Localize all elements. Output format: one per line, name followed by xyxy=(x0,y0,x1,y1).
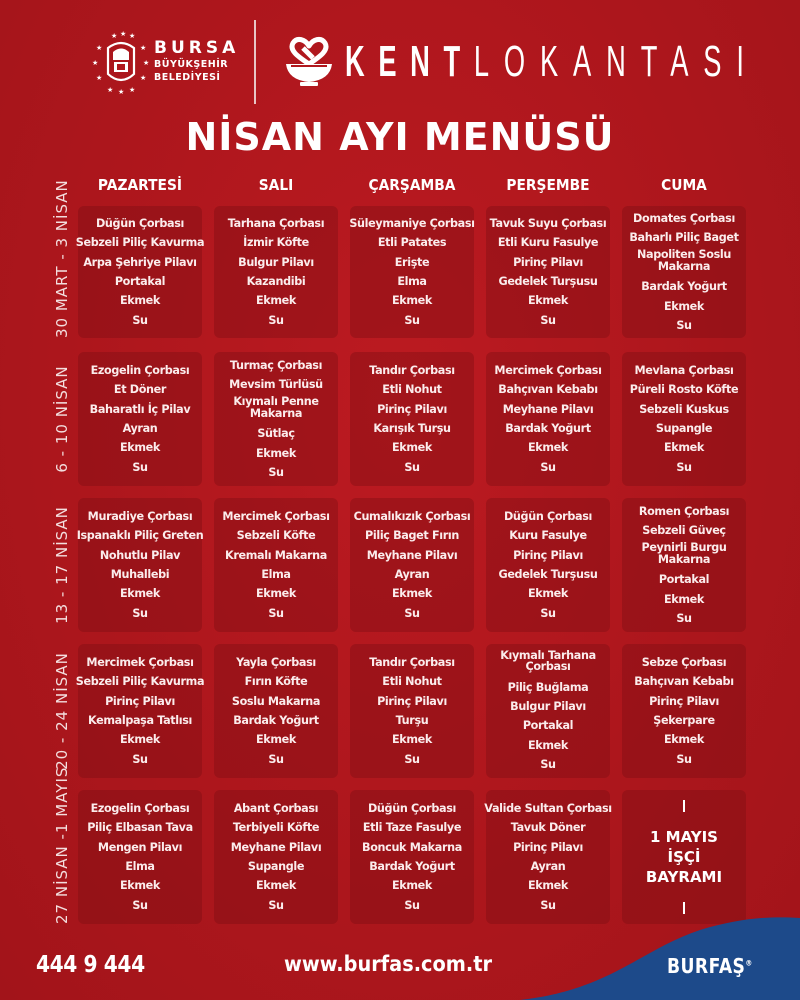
menu-item: Ekmek xyxy=(663,441,705,455)
menu-item: Sebzeli Güveç xyxy=(642,524,726,538)
menu-item: Gedelek Turşusu xyxy=(498,568,598,581)
menu-item: Meyhane Pilavı xyxy=(230,840,322,854)
menu-item: Supangle xyxy=(247,860,305,873)
menu-item: Düğün Çorbası xyxy=(96,217,184,231)
menu-item: Et Döner xyxy=(113,383,167,397)
menu-item: Romen Çorbası xyxy=(638,504,730,518)
menu-item: Ekmek xyxy=(255,446,297,460)
menu-item: Ekmek xyxy=(255,733,297,747)
menu-item: Pirinç Pilavı xyxy=(513,840,583,854)
week-label: 27 NİSAN -1 MAYIS xyxy=(53,766,71,924)
menu-item: Ekmek xyxy=(119,879,161,893)
menu-item: Yayla Çorbası xyxy=(236,656,316,670)
menu-item: Meyhane Pilavı xyxy=(366,548,458,562)
menu-item: Ekmek xyxy=(527,879,569,893)
menu-card xyxy=(486,498,610,632)
menu-item: Püreli Rosto Köfte xyxy=(629,383,739,397)
menu-item: Su xyxy=(676,752,692,766)
menu-item: Su xyxy=(676,318,692,332)
menu-item: Su xyxy=(404,460,420,474)
menu-item: Piliç Buğlama xyxy=(507,680,589,694)
menu-item: Sebze Çorbası xyxy=(641,656,727,670)
menu-item: Kemalpaşa Tatlısı xyxy=(87,714,193,727)
page-title: NİSAN AYI MENÜSÜ xyxy=(185,115,615,159)
menu-item: Elma xyxy=(261,568,291,581)
menu-item: Ekmek xyxy=(663,592,705,606)
menu-item: Su xyxy=(132,606,148,620)
municipality-line2: BÜYÜKŞEHİR xyxy=(154,59,229,70)
menu-item: Mevsim Türlüsü xyxy=(229,378,323,392)
menu-item: Su xyxy=(268,898,284,912)
day-header-friday: CUMA xyxy=(661,176,707,194)
menu-item: Tavuk Suyu Çorbası xyxy=(489,217,607,231)
menu-item: Mevlana Çorbası xyxy=(634,364,734,378)
menu-item: Ekmek xyxy=(663,299,705,313)
menu-card xyxy=(214,644,338,778)
menu-item: Arpa Şehriye Pilavı xyxy=(83,255,197,269)
burfas-logo xyxy=(667,954,753,978)
menu-item: Sebzeli Piliç Kavurma xyxy=(75,236,205,250)
svg-text:★: ★ xyxy=(143,60,150,67)
menu-item: Pirinç Pilavı xyxy=(649,694,719,708)
heart-bowl-icon xyxy=(283,36,335,88)
menu-item: Şekerpare xyxy=(653,714,715,727)
menu-item: Abant Çorbası xyxy=(233,802,319,816)
menu-item: Su xyxy=(540,313,556,327)
menu-item: Soslu Makarna xyxy=(231,694,321,708)
registered-mark: ® xyxy=(745,958,753,968)
menu-card xyxy=(622,498,746,632)
day-header-thursday: PERŞEMBE xyxy=(506,176,590,194)
menu-item: Tandır Çorbası xyxy=(369,364,455,378)
menu-item: Ekmek xyxy=(255,879,297,893)
menu-item: Su xyxy=(268,752,284,766)
menu-item: Ekmek xyxy=(119,294,161,308)
svg-text:★: ★ xyxy=(129,33,136,40)
menu-item: Su xyxy=(404,606,420,620)
menu-card xyxy=(486,644,610,778)
menu-item: Ezogelin Çorbası xyxy=(90,364,190,378)
menu-item: Ekmek xyxy=(391,587,433,601)
menu-card xyxy=(214,498,338,632)
menu-item: Bahçıvan Kebabı xyxy=(634,675,734,689)
footer-wave xyxy=(0,900,800,1000)
menu-item: Elma xyxy=(397,275,427,288)
week-label: 20 - 24 NİSAN xyxy=(53,652,71,770)
restaurant-name-light: LOKANTASI xyxy=(473,37,759,86)
menu-item: Su xyxy=(540,460,556,474)
menu-item: Su xyxy=(268,606,284,620)
municipality-line3: BELEDİYESİ xyxy=(154,71,221,83)
menu-item: Meyhane Pilavı xyxy=(502,402,594,416)
menu-item: Su xyxy=(132,898,148,912)
menu-card xyxy=(350,644,474,778)
menu-card xyxy=(622,644,746,778)
menu-item: Kıymalı Penne Makarna xyxy=(233,395,319,420)
menu-item: Su xyxy=(540,757,556,771)
menu-item: Ekmek xyxy=(255,587,297,601)
svg-text:★: ★ xyxy=(96,75,103,82)
menu-item: Bulgur Pilavı xyxy=(510,700,586,714)
restaurant-name-bold: KENT xyxy=(345,37,474,86)
menu-item: Düğün Çorbası xyxy=(368,802,456,816)
menu-item: Pirinç Pilavı xyxy=(377,402,447,416)
menu-card xyxy=(350,206,474,338)
menu-item: Baharlı Piliç Baget xyxy=(629,231,739,245)
menu-item: Su xyxy=(404,898,420,912)
menu-item: Ekmek xyxy=(119,441,161,455)
menu-item: Erişte xyxy=(394,255,430,269)
menu-item: Ekmek xyxy=(391,879,433,893)
menu-item: Pirinç Pilavı xyxy=(377,694,447,708)
menu-item: Ekmek xyxy=(663,733,705,747)
menu-item: Ayran xyxy=(394,568,430,581)
menu-item: Su xyxy=(404,313,420,327)
menu-item: Sebzeli Kuskus xyxy=(639,402,729,416)
bursa-municipality-logo xyxy=(92,30,242,94)
menu-item: Su xyxy=(676,460,692,474)
menu-item: Ekmek xyxy=(391,294,433,308)
holiday-text: 1 MAYIS xyxy=(649,828,718,846)
svg-text:★: ★ xyxy=(107,87,114,94)
menu-item: Ekmek xyxy=(527,738,569,752)
menu-item: Sebzeli Köfte xyxy=(236,529,316,543)
menu-card xyxy=(78,352,202,486)
menu-item: Portakal xyxy=(522,719,574,733)
menu-item: Muradiye Çorbası xyxy=(87,510,193,524)
menu-item: Su xyxy=(268,313,284,327)
menu-item: Mercimek Çorbası xyxy=(222,510,330,524)
divider-bar xyxy=(683,800,685,812)
svg-text:★: ★ xyxy=(118,89,125,94)
menu-card xyxy=(75,644,205,778)
menu-item: Piliç Elbasan Tava xyxy=(87,821,193,835)
menu-item: Nohutlu Pilav xyxy=(99,548,181,562)
menu-item: Supangle xyxy=(655,422,713,435)
menu-item: Ekmek xyxy=(391,441,433,455)
menu-item: Su xyxy=(132,313,148,327)
svg-text:★: ★ xyxy=(140,45,147,52)
menu-item: Ekmek xyxy=(119,587,161,601)
menu-item: Etli Nohut xyxy=(382,383,442,397)
menu-item: Su xyxy=(268,465,284,479)
menu-card xyxy=(486,352,610,486)
menu-item: Turmaç Çorbası xyxy=(229,358,323,372)
menu-item: Bahçıvan Kebabı xyxy=(498,383,598,397)
menu-item: Karışık Turşu xyxy=(373,422,451,435)
week-label: 6 - 10 NİSAN xyxy=(53,365,71,473)
menu-item: Süleymaniye Çorbası xyxy=(349,217,475,231)
svg-text:★: ★ xyxy=(120,31,127,38)
menu-item: Etli Taze Fasulye xyxy=(362,821,462,835)
menu-item: İzmir Köfte xyxy=(243,236,309,250)
menu-item: Bardak Yoğurt xyxy=(369,860,455,873)
menu-item: Ayran xyxy=(530,860,566,873)
menu-item: Pirinç Pilavı xyxy=(105,694,175,708)
menu-item: Su xyxy=(132,460,148,474)
week-label: 30 MART - 3 NİSAN xyxy=(53,179,71,338)
menu-item: Mercimek Çorbası xyxy=(86,656,194,670)
menu-item: Muhallebi xyxy=(110,568,170,581)
menu-item: Ezogelin Çorbası xyxy=(90,802,190,816)
menu-item: Su xyxy=(132,752,148,766)
kent-lokantasi-logo xyxy=(283,36,759,88)
menu-item: Etli Nohut xyxy=(382,675,442,689)
menu-item: Peynirli Burgu Makarna xyxy=(641,541,727,566)
menu-item: Turşu xyxy=(395,714,429,727)
menu-item: Bardak Yoğurt xyxy=(505,422,591,435)
holiday-text: BAYRAMI xyxy=(645,868,723,886)
menu-item: Etli Patates xyxy=(377,236,447,250)
menu-item: Kremalı Makarna xyxy=(225,548,327,562)
website-link[interactable]: www.burfas.com.tr xyxy=(284,952,493,976)
menu-item: Bardak Yoğurt xyxy=(641,280,727,294)
svg-text:★: ★ xyxy=(96,45,103,52)
menu-card xyxy=(350,498,474,632)
svg-text:★: ★ xyxy=(111,33,118,40)
menu-item: Bardak Yoğurt xyxy=(233,714,319,727)
menu-item: Bulgur Pilavı xyxy=(238,255,314,269)
menu-item: Ekmek xyxy=(527,587,569,601)
menu-item: Ispanaklı Piliç Greten xyxy=(76,529,204,543)
municipality-emblem-icon xyxy=(92,30,150,94)
brand-name: BURFAŞ xyxy=(667,954,746,978)
menu-item: Mercimek Çorbası xyxy=(494,364,602,378)
menu-item: Boncuk Makarna xyxy=(362,840,462,854)
menu-item: Ekmek xyxy=(119,733,161,747)
header xyxy=(0,0,800,110)
menu-item: Kuru Fasulye xyxy=(509,529,587,543)
svg-text:★: ★ xyxy=(140,75,147,82)
menu-item: Düğün Çorbası xyxy=(504,510,592,524)
menu-card xyxy=(622,352,746,486)
menu-item: Portakal xyxy=(658,573,710,587)
menu-item: Portakal xyxy=(114,275,166,288)
menu-item: Ekmek xyxy=(527,441,569,455)
menu-card xyxy=(350,352,474,486)
municipality-name: BURSA xyxy=(154,38,240,58)
phone-number[interactable]: 444 9 444 xyxy=(36,952,145,978)
menu-item: Tandır Çorbası xyxy=(369,656,455,670)
menu-item: Fırın Köfte xyxy=(244,675,308,689)
menu-item: Sebzeli Piliç Kavurma xyxy=(75,675,205,689)
week-label: 13 - 17 NİSAN xyxy=(53,506,71,624)
menu-item: Ayran xyxy=(122,422,158,435)
menu-item: Napoliten Soslu Makarna xyxy=(636,248,732,273)
day-header-tuesday: SALI xyxy=(258,176,294,194)
day-header-monday: PAZARTESİ xyxy=(97,176,183,194)
menu-item: Valide Sultan Çorbası xyxy=(484,802,612,816)
menu-card xyxy=(214,352,338,486)
menu-item: Tarhana Çorbası xyxy=(227,217,325,231)
day-header-wednesday: ÇARŞAMBA xyxy=(368,176,456,194)
menu-card xyxy=(75,206,205,338)
menu-item: Tavuk Döner xyxy=(510,821,586,835)
menu-card xyxy=(78,498,202,632)
menu-item: Terbiyeli Köfte xyxy=(232,821,320,835)
svg-text:★: ★ xyxy=(129,87,136,94)
menu-item: Domates Çorbası xyxy=(633,211,735,225)
menu-item: Baharatlı İç Pilav xyxy=(89,402,191,416)
menu-item: Mengen Pilavı xyxy=(97,840,183,854)
menu-item: Ekmek xyxy=(527,294,569,308)
menu-item: Su xyxy=(404,752,420,766)
menu-item: Kazandibi xyxy=(246,275,306,288)
menu-item: Ekmek xyxy=(391,733,433,747)
menu-item: Su xyxy=(540,606,556,620)
menu-item: Cumalıkızık Çorbası xyxy=(353,510,471,524)
menu-card xyxy=(214,206,338,338)
menu-item: Piliç Baget Fırın xyxy=(365,529,459,543)
menu-item: Ekmek xyxy=(255,294,297,308)
menu-card xyxy=(622,206,746,338)
menu-item: Gedelek Turşusu xyxy=(498,275,598,288)
menu-card xyxy=(486,206,610,338)
menu-item: Elma xyxy=(125,860,155,873)
menu-item: Pirinç Pilavı xyxy=(513,255,583,269)
holiday-text: İŞÇİ xyxy=(667,848,701,866)
menu-item: Su xyxy=(676,611,692,625)
header-divider xyxy=(254,20,256,104)
menu-item: Pirinç Pilavı xyxy=(513,548,583,562)
menu-item: Sütlaç xyxy=(257,427,295,441)
svg-text:★: ★ xyxy=(92,60,99,67)
menu-item: Su xyxy=(540,898,556,912)
menu-item: Etli Kuru Fasulye xyxy=(497,236,599,250)
menu-item: Kıymalı Tarhana Çorbası xyxy=(500,648,596,674)
